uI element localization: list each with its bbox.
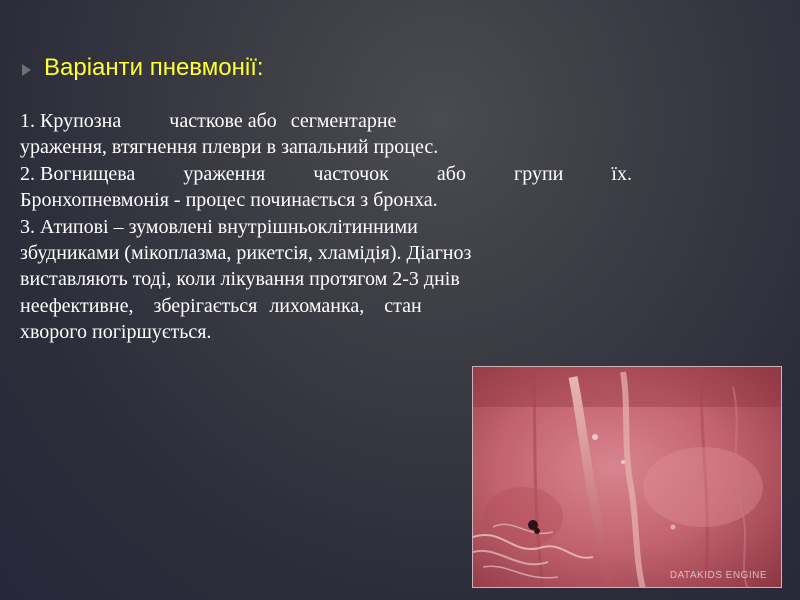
- line-5: 3. Атипові – зумовлені внутрішньоклітинними: [20, 215, 418, 238]
- slide-body-text: [20, 108, 632, 346]
- line-3-word-2: ураження: [183, 162, 266, 185]
- line-1-part-3: сегментарне: [290, 110, 397, 132]
- line-8: [20, 293, 632, 319]
- line-3-word-5: групи: [514, 162, 564, 185]
- line-1-part-2: часткове або: [169, 110, 277, 132]
- line-1: [20, 108, 632, 134]
- line-3-word-1: 2. Вогнищева: [20, 162, 136, 185]
- line-7: виставляють тоді, коли лікування протягом 2-3 днів: [20, 268, 460, 291]
- line-8-part-1: неефективне,: [20, 294, 134, 317]
- line-3-word-4: або: [436, 162, 466, 185]
- line-1-part-1: 1. Крупозна: [20, 110, 122, 132]
- lung-tissue-image: [473, 367, 782, 588]
- line-9: хворого погіршується.: [20, 321, 212, 344]
- slide-title: Варіанти пневмонії:: [44, 54, 264, 81]
- line-8-part-2: зберігається: [153, 294, 258, 317]
- line-3-word-3: часточок: [313, 162, 389, 185]
- line-3: [20, 161, 632, 187]
- bullet-arrow-icon: [22, 64, 31, 76]
- line-8-part-3: лихоманка,: [269, 294, 365, 317]
- line-8-part-4: стан: [384, 294, 422, 317]
- lung-tissue-photo: [472, 366, 782, 588]
- line-6: збудниками (мікоплазма, рикетсія, хламідія). Діагноз: [20, 241, 472, 264]
- line-4: Бронхопневмонія - процес починається з бронха.: [20, 189, 438, 212]
- line-3-word-6: їх.: [611, 162, 632, 185]
- photo-watermark: DATAKIDS ENGINE: [669, 570, 767, 581]
- line-2: ураження, втягнення плеври в запальний процес.: [20, 136, 439, 159]
